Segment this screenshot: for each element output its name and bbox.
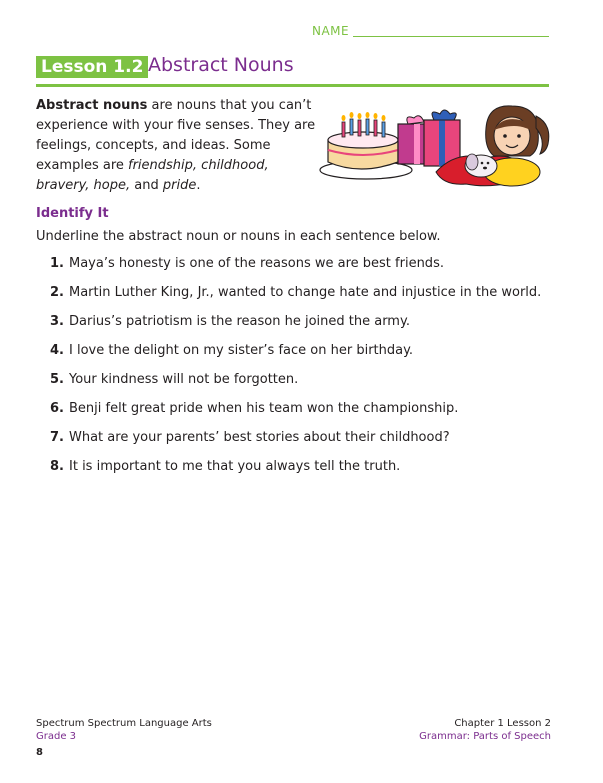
question-item [36, 255, 551, 273]
question-number: 3. [50, 314, 64, 329]
page-number: 8 [36, 747, 43, 758]
intro-text-1: are nouns that you can’t experience with your five senses. They are feelings, concepts, and ideas. Some examples are [36, 98, 316, 173]
footer-subject: Grammar: Parts of Speech [419, 731, 551, 742]
question-item [36, 284, 551, 302]
intro-examples: friendship, childhood, bravery, hope, [36, 158, 269, 193]
question-text: What are your parents’ best stories about their childhood? [69, 430, 450, 445]
footer-right [419, 717, 551, 743]
question-item [36, 371, 551, 389]
intro-end: . [196, 178, 201, 193]
question-text: Benji felt great pride when his team won the championship. [69, 401, 459, 416]
section-heading: Identify It [36, 206, 109, 221]
intro-text-2: and [130, 178, 163, 193]
intro-last-example: pride [162, 178, 197, 193]
question-item [36, 342, 551, 360]
intro-term: Abstract nouns [36, 98, 148, 113]
question-text: It is important to me that you always tell the truth. [69, 459, 401, 474]
question-number: 4. [50, 343, 64, 358]
instruction-text: Underline the abstract noun or nouns in each sentence below. [36, 229, 441, 244]
question-number: 7. [50, 430, 64, 445]
question-number: 2. [50, 285, 64, 300]
footer-grade: Grade 3 [36, 731, 77, 742]
question-item [36, 313, 551, 331]
lesson-tag: Lesson 1.2 [36, 56, 148, 78]
footer-left [36, 717, 212, 743]
question-item [36, 429, 551, 447]
question-text: I love the delight on my sister’s face on her birthday. [69, 343, 414, 358]
question-text: Maya’s honesty is one of the reasons we are best friends. [69, 256, 444, 271]
question-number: 5. [50, 372, 64, 387]
header-rule [36, 84, 549, 87]
question-number: 1. [50, 256, 64, 271]
question-number: 8. [50, 459, 64, 474]
lesson-title: Abstract Nouns [148, 54, 294, 76]
footer-book-title: Spectrum Spectrum Language Arts [36, 718, 212, 729]
question-list [36, 255, 551, 487]
question-text: Darius’s patriotism is the reason he joined the army. [69, 314, 410, 329]
name-line [353, 36, 549, 37]
question-item [36, 458, 551, 476]
question-text: Martin Luther King, Jr., wanted to change hate and injustice in the world. [69, 285, 542, 300]
question-number: 6. [50, 401, 64, 416]
intro-paragraph [36, 96, 316, 196]
question-text: Your kindness will not be forgotten. [69, 372, 299, 387]
question-item [36, 400, 551, 418]
name-label: NAME [312, 24, 350, 38]
birthday-party-illustration [316, 100, 552, 192]
footer-chapter: Chapter 1 Lesson 2 [454, 718, 551, 729]
